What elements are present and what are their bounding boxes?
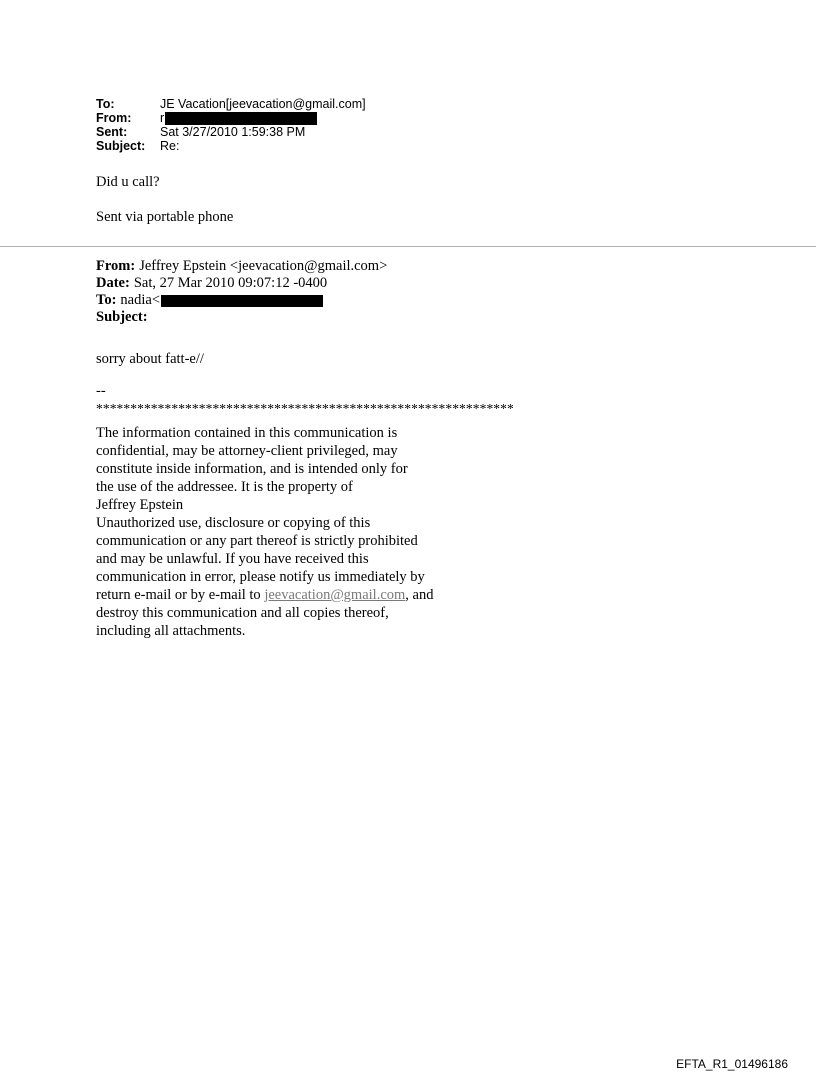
disclaimer-line: The information contained in this communication is bbox=[96, 425, 398, 441]
forwarded-body: sorry about fatt-e// bbox=[96, 351, 204, 367]
sent-value: Sat 3/27/2010 1:59:38 PM bbox=[160, 125, 306, 139]
subject-label: Subject: bbox=[96, 139, 146, 153]
header-sent-row bbox=[96, 125, 366, 139]
disclaimer-line: destroy this communication and all copies thereof, bbox=[96, 605, 389, 621]
forwarded-header bbox=[96, 258, 387, 326]
to-label: To: bbox=[96, 97, 115, 111]
fwd-date-row bbox=[96, 275, 387, 292]
redaction-box bbox=[165, 112, 317, 125]
fwd-to-value: nadia< bbox=[120, 292, 160, 308]
disclaimer-line: confidential, may be attorney-client privileged, may bbox=[96, 443, 398, 459]
fwd-to-row bbox=[96, 292, 387, 309]
fwd-date-label: Date: bbox=[96, 275, 130, 291]
document-id: EFTA_R1_01496186 bbox=[676, 1057, 788, 1071]
fwd-subject-label: Subject: bbox=[96, 309, 148, 325]
disclaimer-line: the use of the addressee. It is the property of bbox=[96, 479, 353, 495]
header-from-row bbox=[96, 111, 366, 125]
signature-stars: ************************************************************* bbox=[96, 401, 514, 416]
disclaimer-line: Jeffrey Epstein bbox=[96, 497, 184, 513]
redaction-box bbox=[161, 295, 323, 307]
fwd-date-value: Sat, 27 Mar 2010 09:07:12 -0400 bbox=[133, 275, 328, 291]
email-header bbox=[96, 97, 366, 153]
disclaimer-text: return e-mail or by e-mail to bbox=[96, 587, 265, 603]
signature-dashes: -- bbox=[96, 383, 106, 399]
fwd-to-label: To: bbox=[96, 292, 117, 308]
email-link[interactable]: jeevacation@gmail.com bbox=[264, 587, 406, 603]
disclaimer-link-line bbox=[96, 586, 576, 604]
header-to-row bbox=[96, 97, 366, 111]
reply-line-2: Sent via portable phone bbox=[96, 209, 234, 225]
disclaimer-text: , and bbox=[405, 587, 434, 603]
subject-value: Re: bbox=[160, 139, 180, 153]
from-value: r bbox=[160, 111, 165, 125]
disclaimer-line: Unauthorized use, disclosure or copying of this bbox=[96, 515, 371, 531]
confidentiality-disclaimer bbox=[96, 424, 576, 640]
sent-label: Sent: bbox=[96, 125, 128, 139]
fwd-from-value: Jeffrey Epstein <jeevacation@gmail.com> bbox=[139, 258, 388, 274]
disclaimer-line: constitute inside information, and is intended only for bbox=[96, 461, 408, 477]
fwd-from-row bbox=[96, 258, 387, 275]
fwd-subject-row bbox=[96, 309, 387, 326]
header-subject-row bbox=[96, 139, 366, 153]
message-divider bbox=[0, 246, 816, 247]
reply-line-1: Did u call? bbox=[96, 174, 160, 190]
disclaimer-line: communication in error, please notify us immediately by bbox=[96, 569, 425, 585]
disclaimer-line: communication or any part thereof is strictly prohibited bbox=[96, 533, 418, 549]
fwd-from-label: From: bbox=[96, 258, 136, 274]
to-value: JE Vacation[jeevacation@gmail.com] bbox=[160, 97, 366, 111]
disclaimer-line: including all attachments. bbox=[96, 623, 246, 639]
disclaimer-line: and may be unlawful. If you have received this bbox=[96, 551, 369, 567]
from-label: From: bbox=[96, 111, 132, 125]
